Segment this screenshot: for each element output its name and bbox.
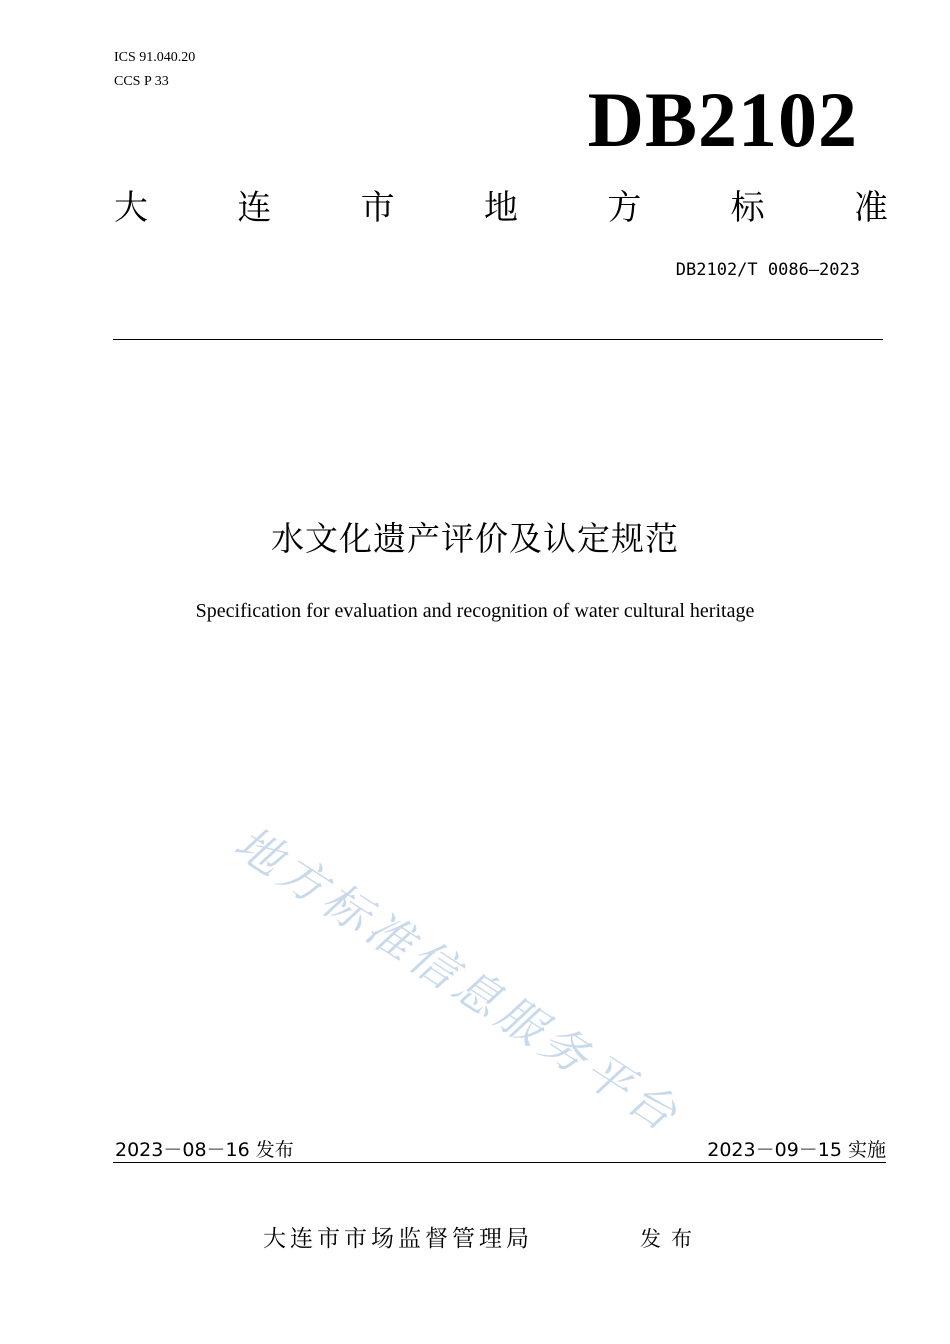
standard-type-char: 市	[360, 188, 395, 228]
standard-type-char: 大	[114, 188, 148, 228]
standard-code-logo: DB2102	[587, 76, 858, 163]
standard-type-title	[114, 186, 888, 230]
issue-date: 2023－08－16 发布	[115, 1139, 294, 1161]
document-title-chinese: 水文化遗产评价及认定规范	[271, 519, 679, 558]
ccs-code: CCS P 33	[114, 74, 169, 89]
standard-number: DB2102/T 0086—2023	[675, 260, 860, 280]
publisher-name: 大连市市场监督管理局	[263, 1226, 533, 1252]
document-title-english: Specification for evaluation and recognition of water cultural heritage	[195, 600, 755, 622]
footer-divider	[113, 1162, 886, 1163]
standard-type-char: 地	[483, 188, 518, 228]
standard-type-char: 标	[730, 188, 765, 228]
standard-type-char: 连	[237, 188, 272, 228]
standard-type-char: 方	[607, 188, 642, 228]
implementation-date: 2023－09－15 实施	[707, 1139, 886, 1161]
watermark: 地方标准信息服务平台	[225, 815, 691, 1144]
publish-label: 发布	[640, 1227, 702, 1251]
ics-code: ICS 91.040.20	[114, 50, 196, 65]
header-divider	[113, 339, 883, 340]
standard-type-char: 准	[853, 188, 888, 228]
